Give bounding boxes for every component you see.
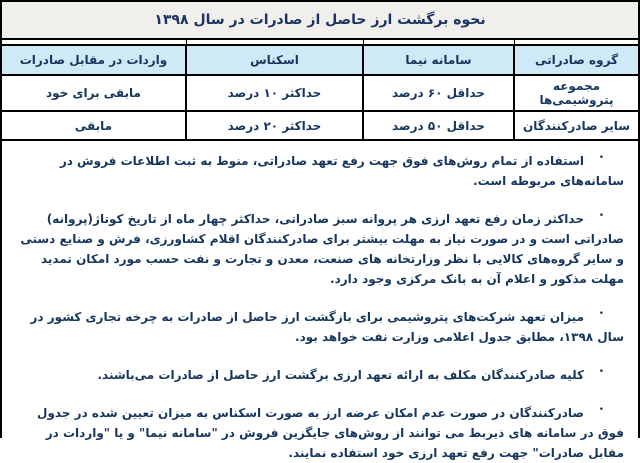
note-text: استفاده از تمام روش‌های فوق جهت رفع تعهد صادراتی، منوط به ثبت اطلاعات فروش در سامانه‌های مربوطه است. <box>59 154 624 188</box>
note-item-3 <box>12 307 624 347</box>
export-currency-table <box>2 40 638 141</box>
bullet-icon: • <box>598 153 604 163</box>
cell-nima-share: حداقل ۵۰ درصد <box>363 111 514 140</box>
col-header-nima-system: سامانه نیما <box>363 45 514 75</box>
bullet-icon: • <box>598 367 604 377</box>
bullet-icon: • <box>598 309 604 319</box>
cell-banknote-share: حداکثر ۲۰ درصد <box>186 111 363 140</box>
note-text: صادرکنندگان در صورت عدم امکان عرضه ارز به صورت اسکناس به میزان تعیین شده در جدول فوق در سامانه های ذیربط می توانند از روش‌های جایگزین فروش در "سامانه نیما" و یا "واردات در مقابل صادرات" جهت رفع تعهد ارزی خود استفاده نمایند. <box>37 406 624 460</box>
table-header-row <box>2 45 638 75</box>
bullet-icon: • <box>598 405 604 415</box>
note-text: میزان تعهد شرکت‌های پتروشیمی برای بازگشت ارز حاصل از صادرات به چرخه تجاری کشور در سال ۱۳۹۸، مطابق جدول اعلامی وزارت نفت خواهد بود. <box>30 310 624 344</box>
document-title: نحوه برگشت ارز حاصل از صادرات در سال ۱۳۹۸ <box>154 12 486 28</box>
cell-group: سایر صادرکنندگان <box>514 111 638 140</box>
note-item-1 <box>12 151 624 191</box>
cell-group: مجموعه پتروشیمی‌ها <box>514 75 638 111</box>
note-item-2 <box>12 209 624 289</box>
note-item-5 <box>12 403 624 463</box>
cell-nima-share: حداقل ۶۰ درصد <box>363 75 514 111</box>
note-text: حداکثر زمان رفع تعهد ارزی هر پروانه سبز صادراتی، حداکثر چهار ماه از تاریخ کوتاژ(پروانه) صادراتی است و در صورت نیاز به مهلت بیشتر برای صادرکنندگان اقلام کشاورزی، فرش و صنایع دستی و سایر گروه‌های کالایی با نظر وزارتخانه های صنعت، معدن و تجارت و نفت حسب مورد امکان تمدید مهلت مذکور و اعلام آن به بانک مرکزی وجود دارد. <box>20 212 624 286</box>
cell-banknote-share: حداکثر ۱۰ درصد <box>186 75 363 111</box>
note-text: کلیه صادرکنندگان مکلف به ارائه تعهد ارزی برگشت ارز حاصل از صادرات می‌باشند. <box>97 368 584 382</box>
bullet-icon: • <box>598 211 604 221</box>
cell-imports-share: مابقی <box>2 111 186 140</box>
note-item-4 <box>12 365 624 385</box>
cell-imports-share: مابقی برای خود <box>2 75 186 111</box>
col-header-export-group: گروه صادراتی <box>514 45 638 75</box>
notes-section <box>2 141 638 463</box>
col-header-imports-against-exports: واردات در مقابل صادرات <box>2 45 186 75</box>
document-title-bar <box>2 2 638 40</box>
table-row-other-exporters <box>2 111 638 140</box>
table-row-petrochemicals <box>2 75 638 111</box>
col-header-banknote: اسکناس <box>186 45 363 75</box>
